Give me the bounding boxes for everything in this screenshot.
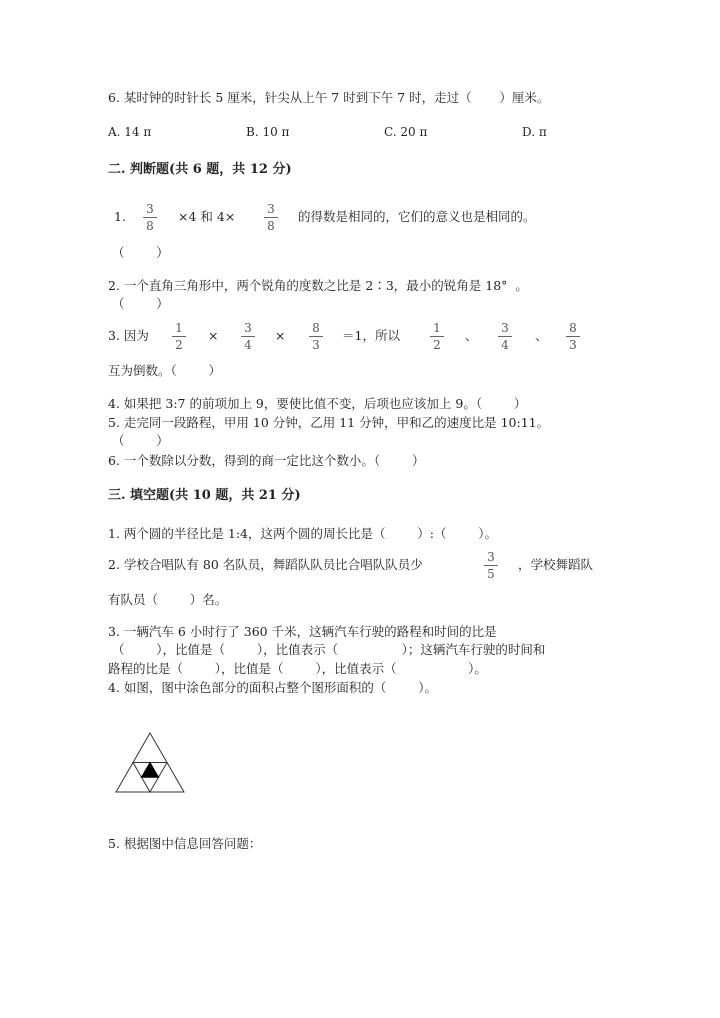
fraction-bar [172,336,186,337]
s2-q3-times-1: × [208,328,219,343]
fraction-denominator: 5 [487,567,495,581]
s2-q4-text: 4. 如果把 3:7 的前项加上 9，要使比值不变，后项也应该加上 9。（ ） [108,396,527,411]
fraction-numerator: 8 [569,321,577,335]
s3-q3-line3: 路程的比是（ ），比值是（ ），比值表示（ ）。 [108,661,487,676]
s2-q5-text: 5. 走完同一段路程，甲用 10 分钟，乙用 11 分钟，甲和乙的速度比是 10:11。 [108,415,550,430]
fraction-numerator: 3 [487,550,495,564]
s2-q3-equals: ＝1，所以 [342,328,400,343]
fraction-bar [143,217,157,218]
s2-q1-prefix: 1. [114,209,126,224]
s2-q3-fraction-6 [564,321,582,352]
s3-q3-line1: 3. 一辆汽车 6 小时行了 360 千米，这辆汽车行驶的路程和时间的比是 [108,624,497,639]
fraction-bar [498,336,512,337]
fraction-bar [264,217,278,218]
fraction-numerator: 3 [501,321,509,335]
s2-q1-answer-paren[interactable]: （ ） [112,245,169,260]
s3-q3-line2: （ ），比值是（ ），比值表示（ ）；这辆汽车行驶的时间和 [112,642,546,657]
s2-q3-fraction-3 [307,321,325,352]
option-c[interactable]: C. 20 π [384,125,428,139]
s2-q3-sep-2: 、 [535,328,548,343]
fraction-numerator: 3 [244,321,252,335]
shaded-triangle [142,763,159,778]
option-d[interactable]: D. π [522,125,547,139]
option-b[interactable]: B. 10 π [246,125,290,139]
s2-q3-fraction-1 [170,321,188,352]
fraction-numerator: 1 [433,321,441,335]
triangle-figure [112,730,188,796]
s3-q2-text-end: ，学校舞蹈队 [518,557,594,572]
s3-q2-fraction [482,550,500,581]
fraction-denominator: 8 [267,219,275,233]
s3-q5-text: 5. 根据图中信息回答问题： [108,836,262,851]
section-3-heading: 三. 填空题(共 10 题，共 21 分) [108,488,301,503]
s3-q2-line2: 有队员（ ）名。 [108,592,228,607]
section-2-heading: 二. 判断题(共 6 题，共 12 分) [108,162,292,177]
s3-q1-text: 1. 两个圆的半径比是 1:4，这两个圆的周长比是（ ）:（ ）。 [108,526,498,541]
fraction-bar [241,336,255,337]
fraction-numerator: 1 [175,321,183,335]
s2-q2-answer-paren[interactable]: （ ） [112,296,169,311]
fraction-numerator: 3 [146,202,154,216]
s2-q2-text: 2. 一个直角三角形中，两个锐角的度数之比是 2∶3，最小的锐角是 18° 。 [108,278,528,293]
s2-q3-prefix: 3. 因为 [108,328,149,343]
fraction-bar [566,336,580,337]
fraction-denominator: 2 [175,338,183,352]
fraction-denominator: 8 [146,219,154,233]
s2-q1-fraction-b [262,202,280,233]
s2-q1-suffix: 的得数是相同的，它们的意义也是相同的。 [298,209,536,224]
fraction-denominator: 4 [244,338,252,352]
fraction-numerator: 8 [312,321,320,335]
s2-q6-text: 6. 一个数除以分数，得到的商一定比这个数小。（ ） [108,453,425,468]
s2-q3-line2: 互为倒数。（ ） [108,363,222,378]
s2-q1-mid: ×4 和 4× [178,209,236,224]
s3-q2-text: 2. 学校合唱队有 80 名队员，舞蹈队队员比合唱队队员少 [108,557,423,572]
s2-q3-sep-1: 、 [465,328,478,343]
s2-q1-fraction-a [141,202,159,233]
s3-q4-text: 4. 如图，图中涂色部分的面积占整个图形面积的（ ）。 [108,680,437,695]
s2-q3-times-2: × [275,328,286,343]
question-6-text: 6. 某时钟的时针长 5 厘米，针尖从上午 7 时到下午 7 时，走过（ ）厘米。 [108,90,550,105]
fraction-numerator: 3 [267,202,275,216]
fraction-denominator: 4 [501,338,509,352]
fraction-bar [484,565,498,566]
fraction-denominator: 3 [312,338,320,352]
fraction-bar [430,336,444,337]
s2-q3-fraction-5 [496,321,514,352]
s2-q3-fraction-2 [239,321,257,352]
fraction-denominator: 2 [433,338,441,352]
fraction-bar [309,336,323,337]
option-a[interactable]: A. 14 π [108,125,152,139]
fraction-denominator: 3 [569,338,577,352]
s2-q3-fraction-4 [428,321,446,352]
s2-q5-answer-paren[interactable]: （ ） [112,433,169,448]
